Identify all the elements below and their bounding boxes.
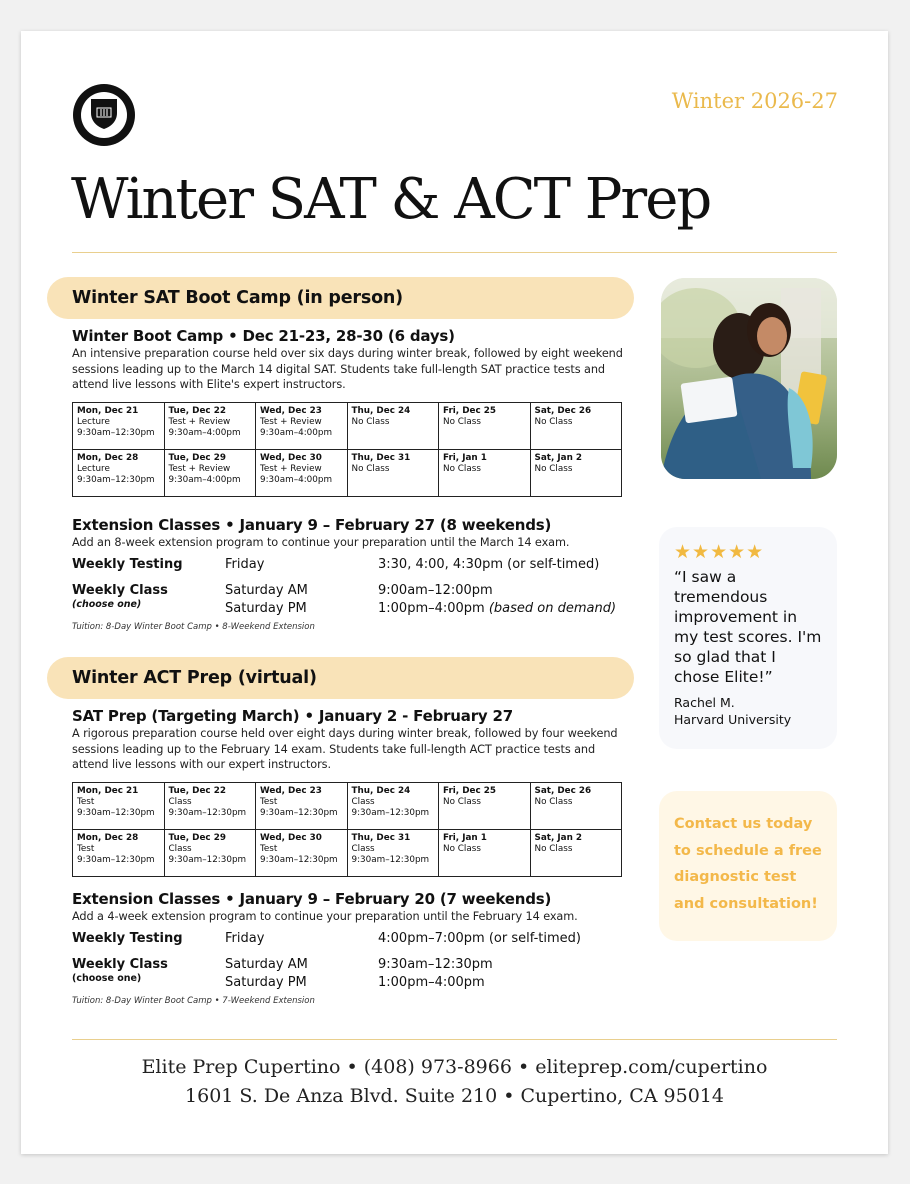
saturday-am-label: Saturday AM (225, 957, 308, 972)
contact-callout: Contact us today to schedule a free diagnostic test and consultation! (659, 791, 837, 941)
header-divider (72, 252, 837, 253)
table-row (73, 782, 622, 829)
sat-schedule-table (72, 402, 622, 497)
act-extension (72, 890, 632, 1007)
cell-time: 9:30am–12:30pm (168, 807, 247, 818)
cell-time: 9:30am–4:00pm (260, 427, 333, 438)
cell-time: 9:30am–12:30pm (77, 427, 155, 438)
weekly-class-label: Weekly Class (choose one) (72, 583, 168, 610)
flyer-page (21, 31, 888, 1154)
cell-type: Test + Review (260, 416, 322, 427)
schedule-cell (256, 402, 348, 449)
cell-day: Sat, Jan 2 (534, 452, 583, 463)
cell-day: Sat, Dec 26 (534, 405, 592, 416)
cell-time: 9:30am–12:30pm (168, 854, 247, 865)
sat-section (72, 327, 632, 632)
weekly-testing-day: Friday (225, 931, 265, 946)
cell-type: No Class (351, 463, 390, 474)
cell-day: Thu, Dec 24 (351, 785, 411, 796)
schedule-cell (347, 449, 439, 496)
cell-day: Tue, Dec 29 (168, 832, 226, 843)
sat-description: An intensive preparation course held over six days during winter break, followed by eight weekend sessions leading up to the March 14 digital SAT. Students take full-length SAT practice tests and attend live lessons with Elite's expert instructors. (72, 347, 623, 391)
act-description: A rigorous preparation course held over eight days during winter break, followed by four weekend sessions leading up to the February 14 exam. Students take full-length ACT practice tests and attend live lessons with our expert instructors. (72, 727, 618, 771)
weekly-class-label: Weekly Class (choose one) (72, 957, 168, 984)
students-photo (661, 278, 837, 479)
weekly-testing-label: Weekly Testing (72, 931, 183, 946)
cell-day: Thu, Dec 31 (351, 452, 411, 463)
cell-type: Class (351, 796, 375, 807)
cell-type: Test + Review (260, 463, 322, 474)
saturday-am-time: 9:30am–12:30pm (378, 957, 493, 972)
cell-time: 9:30am–12:30pm (77, 474, 155, 485)
schedule-cell (439, 782, 531, 829)
cell-day: Wed, Dec 23 (260, 785, 322, 796)
cell-time: 9:30am–12:30pm (260, 854, 338, 865)
table-row (73, 829, 622, 876)
weekly-class-note: (choose one) (72, 973, 142, 984)
footer-address: 1601 S. De Anza Blvd. Suite 210 • Cupertino, CA 95014 (185, 1085, 724, 1107)
cell-type: Test + Review (168, 416, 231, 427)
act-extension-heading: Extension Classes • January 9 – February 20 (7 weekends) (72, 889, 552, 908)
cell-type: Test (77, 796, 95, 807)
schedule-cell (164, 829, 256, 876)
season-label: Winter 2026-27 (671, 89, 838, 113)
schedule-cell (347, 829, 439, 876)
cell-type: Class (351, 843, 375, 854)
cell-type: No Class (443, 796, 481, 807)
sat-extension (72, 516, 632, 633)
weekly-class-note: (choose one) (72, 599, 142, 610)
sat-heading: Winter Boot Camp • Dec 21-23, 28-30 (6 days) (72, 327, 455, 345)
cell-time: 9:30am–4:00pm (260, 474, 333, 485)
schedule-cell (530, 449, 622, 496)
cell-day: Wed, Dec 30 (260, 832, 322, 843)
act-extension-description: Add a 4-week extension program to continue your preparation until the February 14 exam. (72, 909, 578, 923)
schedule-cell (164, 449, 256, 496)
schedule-cell (73, 402, 165, 449)
cell-day: Mon, Dec 21 (77, 405, 139, 416)
shield-logo-icon (73, 84, 135, 146)
sat-section-band: Winter SAT Boot Camp (in person) (47, 277, 634, 319)
saturday-pm-time: 1:00pm–4:00pm (based on demand) (378, 601, 617, 616)
saturday-pm-label: Saturday PM (225, 975, 307, 990)
cell-type: Test (77, 843, 95, 854)
cell-day: Thu, Dec 24 (351, 405, 411, 416)
schedule-cell (439, 449, 531, 496)
saturday-pm-note: (based on demand) (488, 601, 617, 616)
cell-time: 9:30am–12:30pm (77, 854, 155, 865)
cell-day: Tue, Dec 22 (168, 405, 226, 416)
schedule-cell (530, 782, 622, 829)
schedule-cell (256, 782, 348, 829)
schedule-cell (164, 402, 256, 449)
cell-type: No Class (443, 843, 481, 854)
cell-time: 9:30am–12:30pm (260, 807, 338, 818)
schedule-cell (347, 782, 439, 829)
cell-day: Fri, Dec 25 (443, 405, 496, 416)
cell-type: Lecture (77, 463, 110, 474)
cell-time: 9:30am–12:30pm (351, 807, 430, 818)
cell-day: Fri, Jan 1 (443, 452, 487, 463)
testimonial-card (659, 527, 837, 749)
cell-day: Thu, Dec 31 (351, 832, 411, 843)
cell-day: Wed, Dec 23 (260, 405, 322, 416)
cell-type: Test (260, 796, 278, 807)
cell-type: No Class (534, 416, 573, 427)
cell-type: Test (260, 843, 278, 854)
footer-contact: Elite Prep Cupertino • (408) 973-8966 • eliteprep.com/cupertino (141, 1056, 768, 1078)
star-icon: ★★★★★ (674, 541, 765, 563)
cell-time: 9:30am–12:30pm (351, 854, 430, 865)
cell-type: Class (168, 796, 192, 807)
cell-type: No Class (534, 796, 573, 807)
schedule-cell (530, 829, 622, 876)
cell-type: No Class (443, 416, 481, 427)
schedule-cell (73, 829, 165, 876)
act-schedule-table (72, 782, 622, 877)
cell-type: No Class (534, 843, 573, 854)
schedule-cell (347, 402, 439, 449)
cell-day: Tue, Dec 29 (168, 452, 226, 463)
cell-type: No Class (443, 463, 481, 474)
weekly-testing-day: Friday (225, 557, 265, 572)
schedule-cell (256, 829, 348, 876)
act-heading: SAT Prep (Targeting March) • January 2 - February 27 (72, 707, 513, 725)
weekly-testing-time: 4:00pm–7:00pm (or self-timed) (378, 931, 581, 946)
cell-day: Mon, Dec 28 (77, 832, 139, 843)
cell-day: Tue, Dec 22 (168, 785, 226, 796)
schedule-cell (164, 782, 256, 829)
cell-day: Mon, Dec 21 (77, 785, 139, 796)
saturday-pm-label: Saturday PM (225, 601, 307, 616)
cell-time: 9:30am–4:00pm (168, 474, 241, 485)
cell-day: Sat, Dec 26 (534, 785, 592, 796)
cell-day: Sat, Jan 2 (534, 832, 583, 843)
cell-day: Fri, Dec 25 (443, 785, 496, 796)
weekly-testing-label: Weekly Testing (72, 557, 183, 572)
cell-type: Lecture (77, 416, 110, 427)
cell-type: No Class (534, 463, 573, 474)
weekly-testing-time: 3:30, 4:00, 4:30pm (or self-timed) (378, 557, 600, 572)
schedule-cell (439, 402, 531, 449)
testimonial-name: Rachel M. (674, 695, 735, 710)
schedule-cell (439, 829, 531, 876)
testimonial-quote: “I saw a tremendous improvement in my test scores. I'm so glad that I chose Elite!” (674, 568, 822, 686)
act-section-band: Winter ACT Prep (virtual) (47, 657, 634, 699)
testimonial-school: Harvard University (674, 712, 792, 727)
table-row (73, 449, 622, 496)
cell-day: Fri, Jan 1 (443, 832, 487, 843)
cell-day: Mon, Dec 28 (77, 452, 139, 463)
schedule-cell (73, 449, 165, 496)
schedule-cell (256, 449, 348, 496)
cell-type: No Class (351, 416, 390, 427)
saturday-pm-time: 1:00pm–4:00pm (378, 975, 485, 990)
cell-time: 9:30am–4:00pm (168, 427, 241, 438)
footer-divider (72, 1039, 837, 1040)
act-section (72, 707, 632, 1006)
cell-day: Wed, Dec 30 (260, 452, 322, 463)
sat-extension-description: Add an 8-week extension program to continue your preparation until the March 14 exam. (72, 535, 570, 549)
schedule-cell (73, 782, 165, 829)
cell-type: Class (168, 843, 192, 854)
saturday-am-label: Saturday AM (225, 583, 308, 598)
sat-tuition-note: Tuition: 8-Day Winter Boot Camp • 8-Weekend Extension (72, 622, 315, 632)
cell-type: Test + Review (168, 463, 231, 474)
sat-extension-heading: Extension Classes • January 9 – February 27 (8 weekends) (72, 515, 552, 534)
saturday-am-time: 9:00am–12:00pm (378, 583, 493, 598)
cell-time: 9:30am–12:30pm (77, 807, 155, 818)
table-row (73, 402, 622, 449)
schedule-cell (530, 402, 622, 449)
page-title: Winter SAT & ACT Prep (71, 167, 711, 232)
act-tuition-note: Tuition: 8-Day Winter Boot Camp • 7-Weekend Extension (72, 996, 315, 1006)
